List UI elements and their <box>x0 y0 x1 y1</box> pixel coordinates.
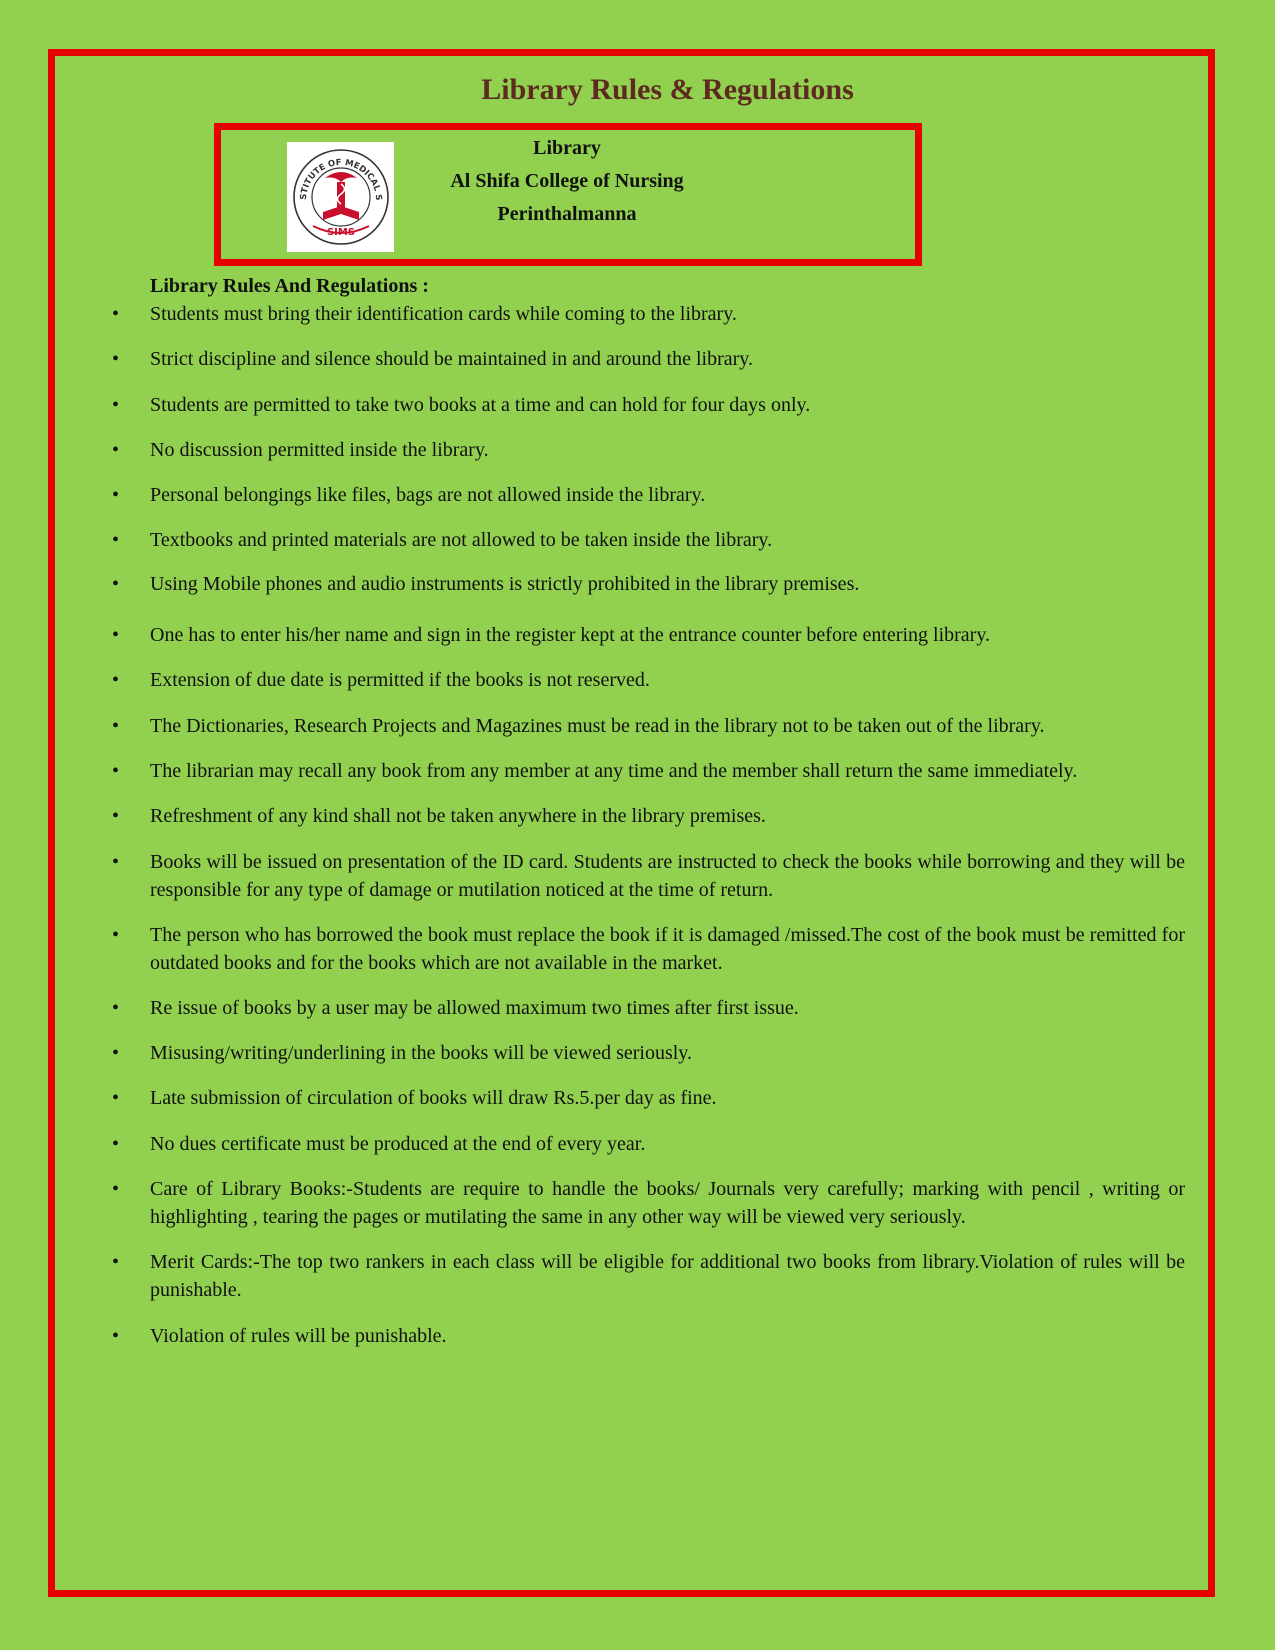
bullet-icon: • <box>112 760 120 782</box>
rule-text: Late submission of circulation of books will draw Rs.5.per day as fine. <box>150 1087 717 1109</box>
bullet-icon: • <box>112 669 120 691</box>
bullet-icon: • <box>112 573 120 595</box>
rule-text: Students are permitted to take two books at a time and can hold for four days only. <box>150 394 811 416</box>
bullet-icon: • <box>112 1087 120 1109</box>
rule-text: Textbooks and printed materials are not allowed to be taken inside the library. <box>150 529 773 551</box>
header-college-name: Al Shifa College of Nursing <box>450 170 684 192</box>
sims-emblem-icon <box>287 142 394 252</box>
bullet-icon: • <box>112 805 120 827</box>
bullet-icon: • <box>112 997 120 1019</box>
header-location: Perinthalmanna <box>497 203 637 225</box>
bullet-icon: • <box>112 1251 120 1273</box>
rule-text: No discussion permitted inside the library. <box>150 439 489 461</box>
institution-logo <box>287 142 394 252</box>
rule-text: Students must bring their identification cards while coming to the library. <box>150 303 737 325</box>
bullet-icon: • <box>112 715 120 737</box>
rule-text: Books will be issued on presentation of the ID card. Students are instructed to check the books while borrowing and they will be responsible for any type of damage or mutilation noticed at the time of return. <box>150 851 1185 901</box>
rule-text: The Dictionaries, Research Projects and Magazines must be read in the library not to be taken out of the library. <box>150 715 1045 737</box>
logo-abbrev: SIMS <box>326 227 356 238</box>
rule-text: Re issue of books by a user may be allowed maximum two times after first issue. <box>150 997 799 1019</box>
rule-text: Care of Library Books:-Students are require to handle the books/ Journals very carefully; marking with pencil , writing or highlighting , tearing the pages or mutilating the same in any other way will be viewed very seriously. <box>150 1178 1185 1228</box>
bullet-icon: • <box>112 1178 120 1200</box>
rule-text: No dues certificate must be produced at the end of every year. <box>150 1133 646 1155</box>
section-heading: Library Rules And Regulations : <box>150 275 429 297</box>
logo-ring-text: STITUTE OF MEDICAL S <box>298 157 384 201</box>
bullet-icon: • <box>112 1325 120 1347</box>
bullet-icon: • <box>112 1133 120 1155</box>
rule-text: Personal belongings like files, bags are not allowed inside the library. <box>150 484 706 506</box>
bullet-icon: • <box>112 851 120 873</box>
rule-text: Refreshment of any kind shall not be taken anywhere in the library premises. <box>150 805 766 827</box>
rule-text: Violation of rules will be punishable. <box>150 1325 447 1347</box>
rule-text: The librarian may recall any book from any member at any time and the member shall return the same immediately. <box>150 760 1078 782</box>
header-library: Library <box>533 137 601 159</box>
bullet-icon: • <box>112 348 120 370</box>
rule-text: The person who has borrowed the book must replace the book if it is damaged /missed.The cost of the book must be remitted for outdated books and for the books which are not available in the market. <box>150 924 1185 974</box>
bullet-icon: • <box>112 624 120 646</box>
bullet-icon: • <box>112 394 120 416</box>
rule-text: Using Mobile phones and audio instruments is strictly prohibited in the library premises. <box>150 573 860 595</box>
bullet-icon: • <box>112 1042 120 1064</box>
bullet-icon: • <box>112 303 120 325</box>
bullet-icon: • <box>112 924 120 946</box>
rule-text: Misusing/writing/underlining in the books will be viewed seriously. <box>150 1042 692 1064</box>
bullet-icon: • <box>112 439 120 461</box>
page-title: Library Rules & Regulations <box>481 73 854 106</box>
rule-text: One has to enter his/her name and sign in the register kept at the entrance counter before entering library. <box>150 624 991 646</box>
rule-text: Extension of due date is permitted if the books is not reserved. <box>150 669 650 691</box>
rule-text: Strict discipline and silence should be maintained in and around the library. <box>150 348 753 370</box>
bullet-icon: • <box>112 484 120 506</box>
rule-text: Merit Cards:-The top two rankers in each class will be eligible for additional two books from library.Violation of rules will be punishable. <box>150 1251 1185 1301</box>
bullet-icon: • <box>112 529 120 551</box>
